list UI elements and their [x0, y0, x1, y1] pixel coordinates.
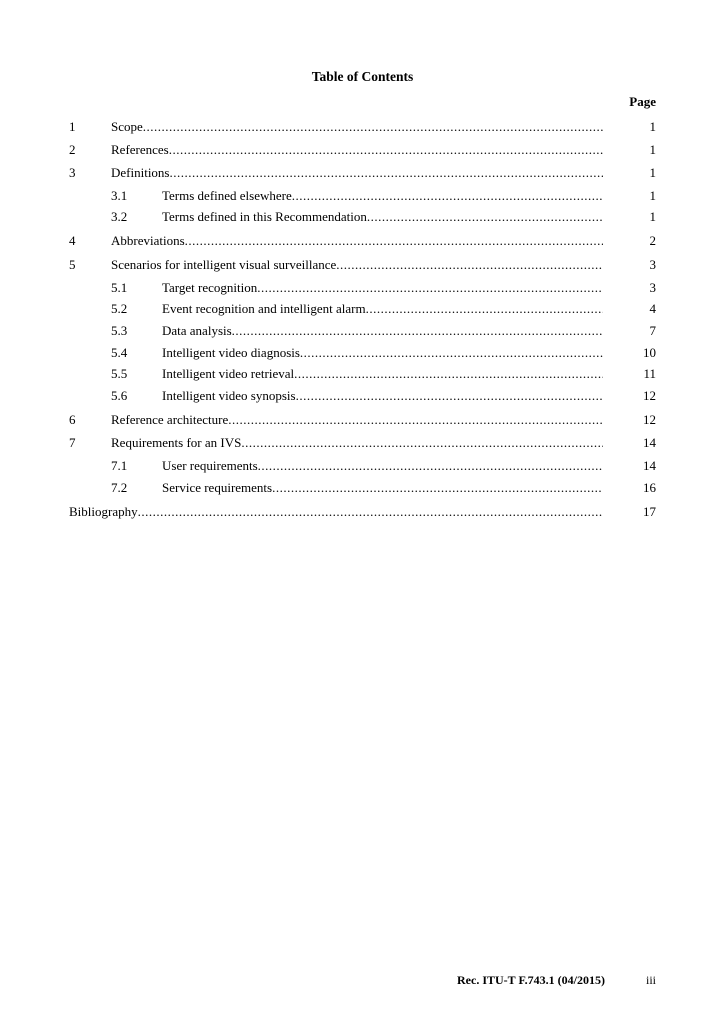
toc-row — [0, 164, 725, 182]
toc-page-number: 16 — [643, 480, 656, 495]
toc-number: 7 — [69, 435, 76, 450]
toc-entry-label: Scope — [111, 119, 143, 134]
toc-number: 3.2 — [111, 209, 128, 224]
toc-page-number: 4 — [649, 301, 656, 316]
toc-entry-label: Data analysis — [162, 323, 232, 338]
toc-entry-label: Scenarios for intelligent visual surveillance — [111, 257, 337, 272]
toc-row — [0, 208, 725, 226]
toc-entry-label: Terms defined elsewhere — [162, 188, 292, 203]
toc-row — [0, 387, 725, 405]
footer-page-number: iii — [645, 973, 656, 987]
toc-page-number: 12 — [643, 412, 656, 427]
toc-leader-dots — [143, 118, 603, 136]
toc-entry-link[interactable] — [111, 141, 603, 159]
toc-page-number: 1 — [649, 142, 656, 157]
toc-number: 7.2 — [111, 480, 128, 495]
toc-number: 3 — [69, 165, 76, 180]
toc-row — [0, 344, 725, 362]
footer-recommendation: Rec. ITU-T F.743.1 (04/2015) — [457, 973, 605, 987]
toc-page-number: 10 — [643, 345, 656, 360]
toc-row — [0, 187, 725, 205]
toc-entry-label: Reference architecture — [111, 412, 229, 427]
toc-entry-label: User requirements — [162, 458, 258, 473]
toc-row — [0, 279, 725, 297]
toc-number: 5 — [69, 257, 76, 272]
toc-row — [0, 141, 725, 159]
toc-number: 5.2 — [111, 301, 128, 316]
toc-number: 5.3 — [111, 323, 128, 338]
toc-entry-label: Intelligent video retrieval — [162, 366, 295, 381]
toc-page-number: 7 — [649, 323, 656, 338]
toc-leader-dots — [257, 279, 603, 297]
toc-entry-label: Requirements for an IVS — [111, 435, 242, 450]
toc-entry-label: Target recognition — [162, 280, 258, 295]
toc-number: 4 — [69, 233, 76, 248]
page-footer — [0, 973, 725, 991]
toc-leader-dots — [170, 164, 604, 182]
toc-entry-label: Abbreviations — [111, 233, 185, 248]
toc-entry-link[interactable] — [111, 232, 603, 250]
toc-leader-dots — [185, 232, 603, 250]
toc-page-number: 11 — [643, 366, 656, 381]
toc-entry-label: Event recognition and intelligent alarm — [162, 301, 366, 316]
toc-leader-dots — [232, 322, 603, 340]
toc-row — [0, 434, 725, 452]
toc-row — [0, 300, 725, 318]
toc-entry-label: Terms defined in this Recommendation — [162, 209, 367, 224]
toc-number: 5.4 — [111, 345, 128, 360]
toc-leader-dots — [294, 365, 603, 383]
toc-number: 7.1 — [111, 458, 128, 473]
toc-page-number: 14 — [643, 435, 656, 450]
toc-row — [0, 256, 725, 274]
toc-page-number: 3 — [649, 257, 656, 272]
toc-row — [0, 503, 725, 521]
toc-entry-link[interactable] — [162, 387, 603, 405]
toc-entry-label: Service requirements — [162, 480, 273, 495]
toc-number: 5.6 — [111, 388, 128, 403]
toc-entry-label: Intelligent video synopsis — [162, 388, 296, 403]
toc-leader-dots — [258, 457, 603, 475]
toc-row — [0, 365, 725, 383]
toc-entry-link[interactable] — [111, 164, 603, 182]
toc-page-number: 1 — [649, 209, 656, 224]
toc-entry-link[interactable] — [162, 344, 603, 362]
toc-entry-link[interactable] — [111, 118, 603, 136]
toc-entry-label: Definitions — [111, 165, 170, 180]
toc-leader-dots — [272, 479, 603, 497]
toc-leader-dots — [300, 344, 603, 362]
toc-entry-link[interactable] — [162, 457, 603, 475]
toc-row — [0, 322, 725, 340]
toc-page-number: 2 — [649, 233, 656, 248]
toc-entry-link[interactable] — [162, 279, 603, 297]
toc-page-number: 1 — [649, 119, 656, 134]
toc-row — [0, 232, 725, 250]
toc-page-number: 3 — [649, 280, 656, 295]
toc-number: 2 — [69, 142, 76, 157]
toc-row — [0, 479, 725, 497]
toc-entry-label: Bibliography — [69, 504, 138, 519]
toc-leader-dots — [336, 256, 603, 274]
toc-leader-dots — [169, 141, 603, 159]
toc-leader-dots — [296, 387, 603, 405]
toc-entry-link[interactable] — [162, 208, 603, 226]
toc-entry-label: References — [111, 142, 169, 157]
toc-page-number: 14 — [643, 458, 656, 473]
toc-leader-dots — [241, 434, 603, 452]
toc-page-number: 12 — [643, 388, 656, 403]
toc-row — [0, 118, 725, 136]
page-column-header: Page — [629, 94, 656, 109]
toc-entry-link[interactable] — [111, 411, 603, 429]
toc-leader-dots — [292, 187, 603, 205]
toc-row — [0, 411, 725, 429]
toc-page-number: 17 — [643, 504, 656, 519]
toc-leader-dots — [367, 208, 603, 226]
toc-number: 3.1 — [111, 188, 128, 203]
toc-number: 1 — [69, 119, 76, 134]
toc-leader-dots — [228, 411, 603, 429]
toc-entry-link[interactable] — [111, 256, 603, 274]
toc-number: 5.5 — [111, 366, 128, 381]
toc-entry-link[interactable] — [111, 434, 603, 452]
toc-entry-link[interactable] — [69, 503, 603, 521]
toc-leader-dots — [366, 300, 603, 318]
toc-number: 6 — [69, 412, 76, 427]
toc-entry-link[interactable] — [162, 479, 603, 497]
toc-entry-link[interactable] — [162, 365, 603, 383]
toc-row — [0, 457, 725, 475]
toc-entry-link[interactable] — [162, 322, 603, 340]
toc-entry-link[interactable] — [162, 187, 603, 205]
toc-entry-link[interactable] — [162, 300, 603, 318]
toc-page-number: 1 — [649, 188, 656, 203]
toc-entry-label: Intelligent video diagnosis — [162, 345, 300, 360]
toc-number: 5.1 — [111, 280, 128, 295]
toc-leader-dots — [138, 503, 603, 521]
toc-title: Table of Contents — [311, 69, 414, 84]
toc-page-number: 1 — [649, 165, 656, 180]
